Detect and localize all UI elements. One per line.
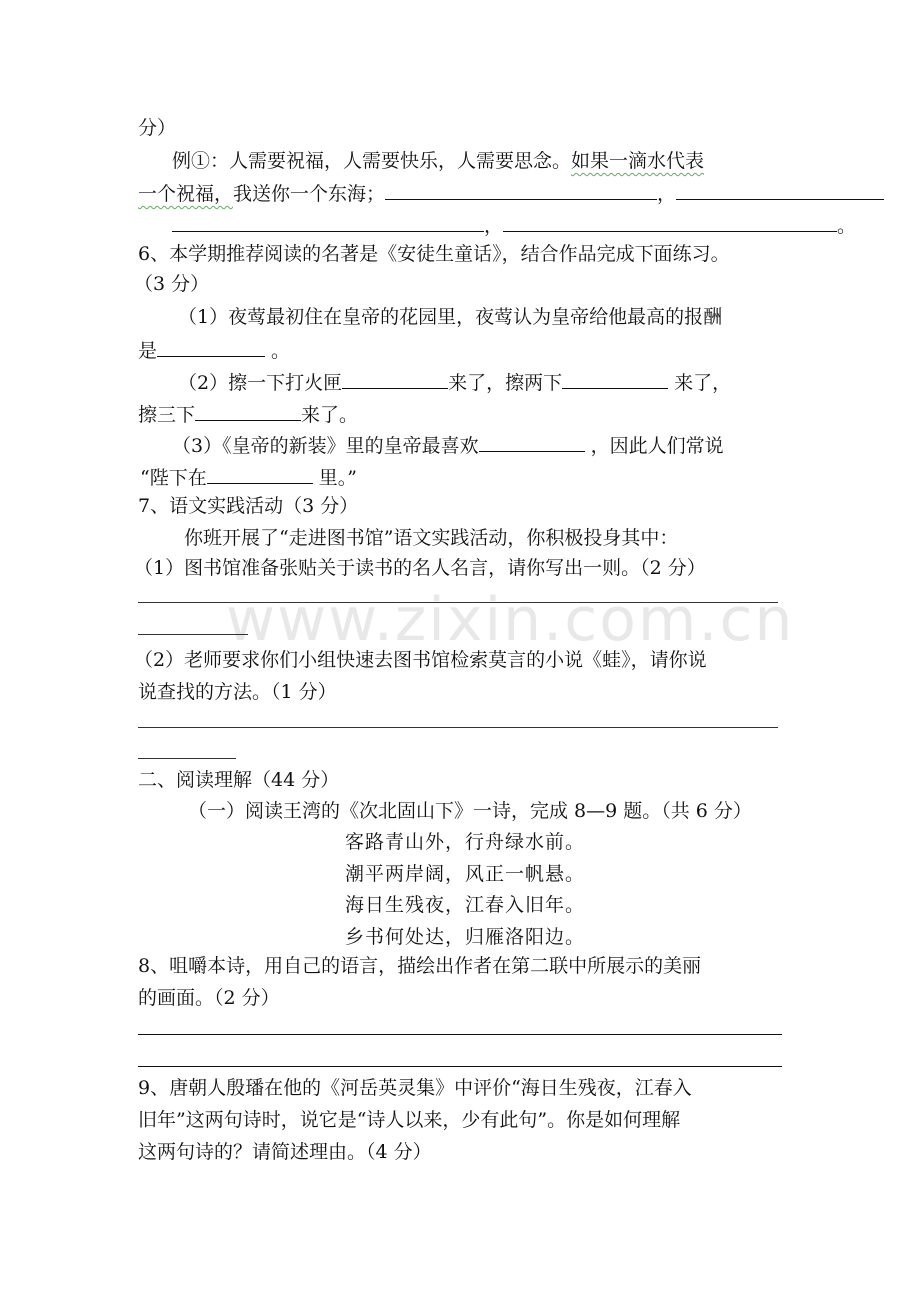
answer-line[interactable] <box>138 727 778 728</box>
answer-blank[interactable] <box>207 461 313 484</box>
answer-blank[interactable] <box>195 398 301 421</box>
answer-line[interactable] <box>138 1066 782 1067</box>
poem-line: 潮平两岸阔，风正一帆悬。 <box>345 863 586 885</box>
poem-line: 客路青山外，行舟绿水前。 <box>345 831 586 853</box>
q8-line1: 8、咀嚼本诗，用自己的语言，描绘出作者在第二联中所展示的美丽 <box>138 955 702 977</box>
answer-line[interactable] <box>138 602 778 603</box>
q9-line1: 9、唐朝人殷璠在他的《河岳英灵集》中评价“海日生残夜，江春入 <box>138 1077 692 1099</box>
section2-sub1: （一）阅读王湾的《次北固山下》一诗，完成 8—9 题。（共 6 分） <box>188 800 752 822</box>
q5-example-line2: 一个祝福，我送你一个东海； ， <box>138 177 884 210</box>
q9-line2: 旧年”这两句诗时，说它是“诗人以来，少有此句”。你是如何理解 <box>138 1109 681 1131</box>
answer-blank[interactable] <box>562 366 668 389</box>
q6-title: 6、本学期推荐阅读的名著是《安徒生童话》，结合作品完成下面练习。 <box>138 243 730 265</box>
q9-line3: 这两句诗的？请简述理由。（4 分） <box>138 1141 432 1163</box>
answer-blank[interactable] <box>503 209 837 232</box>
q7-part2-line1: （2）老师要求你们小组快速去图书馆检索莫言的小说《蛙》，请你说 <box>134 649 707 671</box>
q6-part1-line2: 是 。 <box>138 334 290 367</box>
q8-line2: 的画面。（2 分） <box>138 987 280 1009</box>
section2-title: 二、阅读理解（44 分） <box>138 769 340 791</box>
q6-part3-line1: （3）《皇帝的新装》里的皇帝最喜欢 ，因此人们常说 <box>172 429 724 462</box>
poem-line: 乡书何处达，归雁洛阳边。 <box>345 926 586 948</box>
answer-blank[interactable] <box>385 177 657 200</box>
answer-blank[interactable] <box>479 429 585 452</box>
q5-example-line3: ， 。 <box>172 209 856 242</box>
answer-blank[interactable] <box>157 334 265 357</box>
watermark: www.zixin.com.cn <box>226 585 795 655</box>
q6-part2-line1: （2）擦一下打火匣 来了，擦两下 来了， <box>178 366 731 399</box>
q7-part1: （1）图书馆准备张贴关于读书的名人名言，请你写出一则。（2 分） <box>134 557 706 579</box>
q6-part3-line2: “陛下在 里。” <box>140 461 357 494</box>
answer-line[interactable] <box>138 634 248 635</box>
q5-score-tail: 分） <box>138 117 177 139</box>
answer-blank[interactable] <box>172 209 484 232</box>
q5-example-line1: 例①：人需要祝福，人需要快乐，人需要思念。如果一滴水代表 <box>172 150 705 172</box>
q6-part1-line1: （1）夜莺最初住在皇帝的花园里，夜莺认为皇帝给他最高的报酬 <box>178 306 723 328</box>
q7-intro: 你班开展了“走进图书馆”语文实践活动，你积极投身其中： <box>184 527 679 549</box>
q6-part2-line2: 擦三下 来了。 <box>138 398 358 431</box>
answer-line[interactable] <box>138 1034 782 1035</box>
q7-part2-line2: 说查找的方法。（1 分） <box>138 681 337 703</box>
answer-line[interactable] <box>138 758 236 759</box>
poem-line: 海日生残夜，江春入旧年。 <box>345 894 586 916</box>
q6-score: （3 分） <box>134 273 210 295</box>
answer-blank[interactable] <box>342 366 448 389</box>
answer-blank[interactable] <box>676 177 884 200</box>
q7-title: 7、语文实践活动（3 分） <box>138 495 359 517</box>
